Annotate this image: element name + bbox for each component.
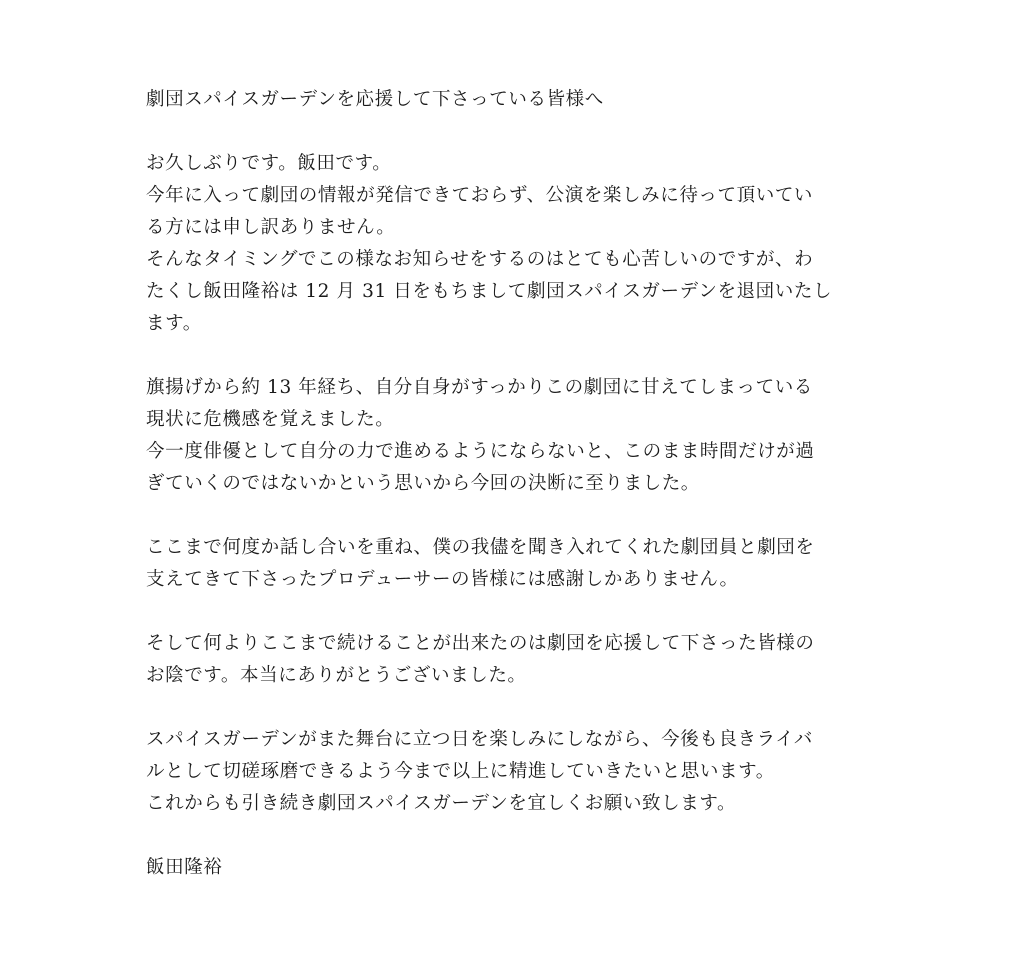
paragraph-line: ルとして切磋琢磨できるよう今まで以上に精進していきたいと思います。	[146, 761, 775, 782]
paragraph-line: そして何よりここまで続けることが出来たのは劇団を応援して下さった皆様の	[146, 633, 815, 654]
paragraph-line: お久しぶりです。飯田です。	[146, 153, 392, 174]
paragraph-line: 旗揚げから約 13 年経ち、自分自身がすっかりこの劇団に甘えてしまっている	[146, 377, 813, 398]
paragraph-line: たくし飯田隆裕は 12 月 31 日をもちまして劇団スパイスガーデンを退団いたし	[146, 281, 833, 302]
paragraph-gap	[146, 820, 886, 852]
paragraph-gap	[146, 340, 886, 372]
paragraph-line: そんなタイミングでこの様なお知らせをするのはとても心苦しいのですが、わ	[146, 249, 814, 270]
paragraph-4	[146, 628, 886, 692]
paragraph-5	[146, 724, 886, 820]
paragraph-gap	[146, 692, 886, 724]
paragraph-line: ぎていくのではないかという思いから今回の決断に至りました。	[146, 473, 700, 494]
paragraph-line: 今年に入って劇団の情報が発信できておらず、公演を楽しみに待って頂いてい	[146, 185, 814, 206]
paragraph-line: スパイスガーデンがまた舞台に立つ日を楽しみにしながら、今後も良きライバ	[146, 729, 814, 750]
paragraph-2	[146, 372, 886, 500]
signature: 飯田隆裕	[146, 857, 223, 878]
paragraph-gap	[146, 116, 886, 148]
paragraph-1	[146, 148, 886, 340]
paragraph-line: お陰です。本当にありがとうございました。	[146, 665, 527, 686]
paragraph-line: ここまで何度か話し合いを重ね、僕の我儘を聞き入れてくれた劇団員と劇団を	[146, 537, 815, 558]
paragraph-line: る方には申し訳ありません。	[146, 217, 396, 238]
salutation: 劇団スパイスガーデンを応援して下さっている皆様へ	[146, 89, 604, 110]
paragraph-gap	[146, 500, 886, 532]
paragraph-line: ます。	[146, 313, 202, 334]
letter-document	[146, 84, 886, 884]
paragraph-gap	[146, 596, 886, 628]
paragraph-line: これからも引き続き劇団スパイスガーデンを宜しくお願い致します。	[146, 793, 737, 814]
paragraph-line: 今一度俳優として自分の力で進めるようにならないと、このまま時間だけが過	[146, 441, 815, 462]
paragraph-3	[146, 532, 886, 596]
paragraph-line: 現状に危機感を覚えました。	[146, 409, 395, 430]
paragraph-line: 支えてきて下さったプロデューサーの皆様には感謝しかありません。	[146, 569, 739, 590]
